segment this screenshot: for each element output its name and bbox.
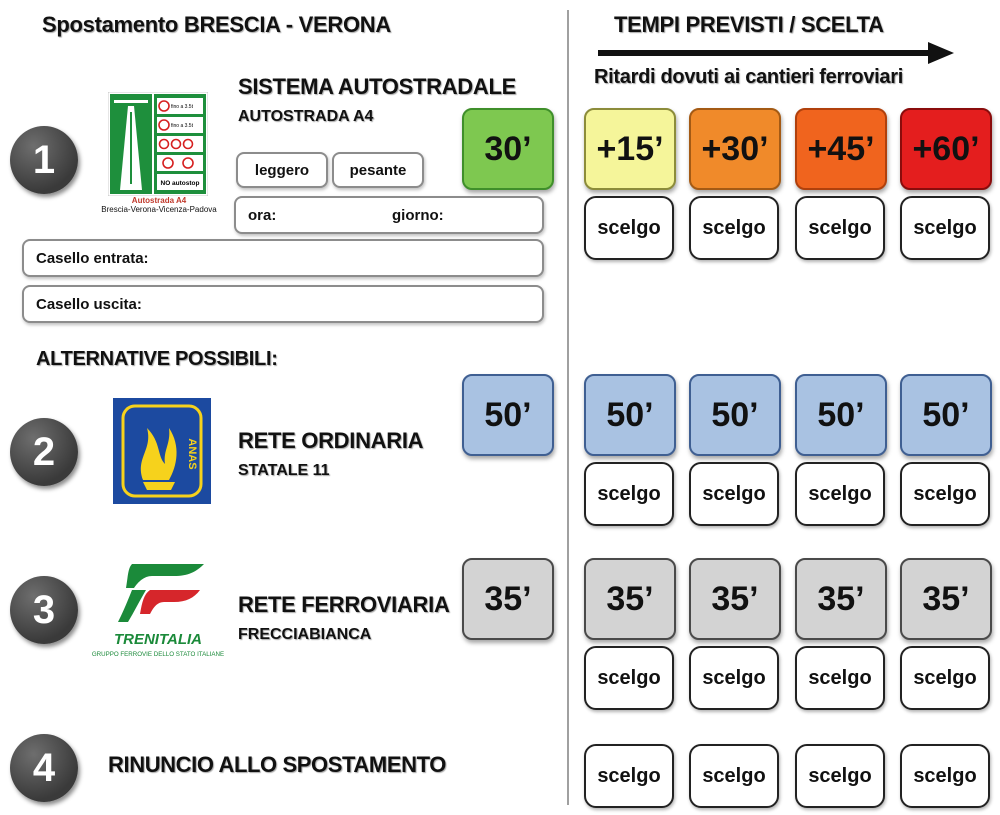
option-2-time-15: 50’	[584, 374, 676, 456]
scelgo-button-opt2-30[interactable]: scelgo	[689, 462, 779, 526]
option-2-title: RETE ORDINARIA	[238, 428, 424, 453]
delay-subtitle: Ritardi dovuti ai cantieri ferroviari	[594, 66, 903, 88]
trenitalia-tagline-text: GRUPPO FERROVIE DELLO STATO ITALIANE	[91, 651, 225, 658]
casello-entrata-field[interactable]	[22, 239, 544, 277]
option-3-time-30: 35’	[689, 558, 781, 640]
scelgo-button-opt4-45[interactable]: scelgo	[795, 744, 885, 808]
scelgo-button-opt3-15[interactable]: scelgo	[584, 646, 674, 710]
option-2-base-time: 50’	[462, 374, 554, 456]
option-4-title: RINUNCIO ALLO SPOSTAMENTO	[108, 752, 446, 777]
scelgo-button-opt2-15[interactable]: scelgo	[584, 462, 674, 526]
scelgo-button-opt3-30[interactable]: scelgo	[689, 646, 779, 710]
logo-sign-text: fino a 3.5t	[171, 104, 193, 110]
autostrada-a4-logo	[108, 92, 208, 196]
option-2-time-30: 50’	[689, 374, 781, 456]
timeline-arrow-icon	[598, 42, 954, 64]
scelgo-button-opt1-30[interactable]: scelgo	[689, 196, 779, 260]
casello-entrata-label: Casello entrata:	[36, 249, 149, 267]
option-3-subtitle: FRECCIABIANCA	[238, 626, 372, 643]
option-number-2: 2	[10, 418, 78, 486]
trenitalia-brand-text: TRENITALIA	[113, 631, 203, 648]
option-3-time-60: 35’	[900, 558, 992, 640]
option-2-subtitle: STATALE 11	[238, 462, 330, 479]
option-3-base-time: 35’	[462, 558, 554, 640]
vehicle-pesante-button[interactable]: pesante	[332, 152, 424, 188]
option-number-3: 3	[10, 576, 78, 644]
anas-logo	[113, 398, 211, 504]
option-1-title: SISTEMA AUTOSTRADALE	[238, 74, 516, 99]
scelgo-button-opt3-45[interactable]: scelgo	[795, 646, 885, 710]
delay-30-box: +30’	[689, 108, 781, 190]
autostrada-caption-name: Autostrada A4	[131, 196, 187, 205]
casello-uscita-field[interactable]	[22, 285, 544, 323]
alternatives-heading: ALTERNATIVE POSSIBILI:	[36, 348, 278, 370]
option-number-4: 4	[10, 734, 78, 802]
autostrada-logo-caption	[94, 196, 224, 214]
scelgo-button-opt4-15[interactable]: scelgo	[584, 744, 674, 808]
trenitalia-logo	[88, 560, 228, 660]
giorno-label: giorno:	[392, 206, 444, 224]
scelgo-button-opt2-45[interactable]: scelgo	[795, 462, 885, 526]
delay-45-box: +45’	[795, 108, 887, 190]
delay-15-box: +15’	[584, 108, 676, 190]
scelgo-button-opt2-60[interactable]: scelgo	[900, 462, 990, 526]
anas-logo-text: ANAS	[186, 438, 198, 470]
option-1-base-time: 30’	[462, 108, 554, 190]
ora-giorno-field[interactable]	[234, 196, 544, 234]
ora-label: ora:	[248, 206, 277, 224]
option-2-time-60: 50’	[900, 374, 992, 456]
scelgo-button-opt1-15[interactable]: scelgo	[584, 196, 674, 260]
scelgo-button-opt1-60[interactable]: scelgo	[900, 196, 990, 260]
option-3-time-45: 35’	[795, 558, 887, 640]
logo-sign-text: fino a 3.5t	[171, 123, 193, 129]
logo-sign-text: NO autostop	[160, 180, 200, 187]
times-title: TEMPI PREVISTI / SCELTA	[614, 12, 884, 37]
option-3-title: RETE FERROVIARIA	[238, 592, 450, 617]
delay-60-box: +60’	[900, 108, 992, 190]
casello-uscita-label: Casello uscita:	[36, 295, 142, 313]
scelgo-button-opt3-60[interactable]: scelgo	[900, 646, 990, 710]
page-title: Spostamento BRESCIA - VERONA	[42, 12, 391, 37]
option-1-subtitle: AUTOSTRADA A4	[238, 108, 374, 125]
scelgo-button-opt4-30[interactable]: scelgo	[689, 744, 779, 808]
option-3-time-15: 35’	[584, 558, 676, 640]
autostrada-caption-route: Brescia-Verona-Vicenza-Padova	[101, 205, 217, 214]
column-divider	[567, 10, 569, 805]
scelgo-button-opt1-45[interactable]: scelgo	[795, 196, 885, 260]
scelgo-button-opt4-60[interactable]: scelgo	[900, 744, 990, 808]
option-number-1: 1	[10, 126, 78, 194]
option-2-time-45: 50’	[795, 374, 887, 456]
vehicle-leggero-button[interactable]: leggero	[236, 152, 328, 188]
